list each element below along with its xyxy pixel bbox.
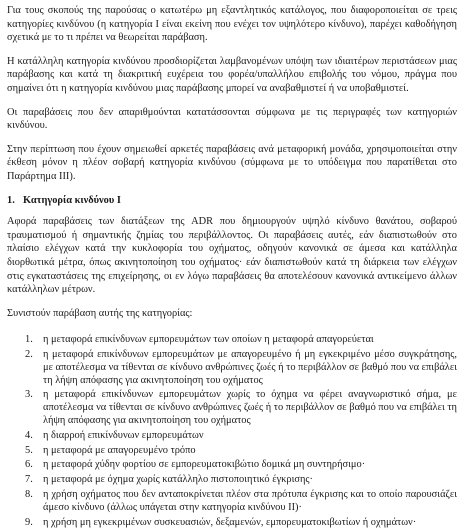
unlisted-violations-paragraph: Οι παραβάσεις που δεν απαριθμούνται κατατάσσονται σύμφωνα με τις περιγραφές των κατηγοριών κινδύνου. bbox=[7, 106, 457, 132]
list-item-text: η μεταφορά επικίνδυνων εμπορευμάτων των οποίων η μεταφορά απαγορεύεται bbox=[43, 334, 374, 346]
list-item-number: 8. bbox=[25, 489, 33, 501]
list-item bbox=[25, 517, 457, 530]
list-item-text: η μεταφορά χύδην φορτίου σε εμπορευματοκιβώτιο δομικά μη συντηρήσιμο· bbox=[43, 459, 366, 471]
multiple-violations-paragraph: Στην περίπτωση που έχουν σημειωθεί αρκετές παραβάσεις ανά μεταφορική μονάδα, χρησιμοποιείται στην έκθεση μόνον η πλέον σοβαρή κατηγορία κινδύνου (σύμφωνα με το υπόδειγμα που παρατίθεται στο Παράρτημα III). bbox=[7, 143, 457, 182]
list-item-number: 9. bbox=[25, 516, 33, 528]
list-item-text: η διαρροή επικίνδυνων εμπορευμάτων bbox=[43, 429, 204, 441]
list-item bbox=[25, 389, 457, 427]
list-item bbox=[25, 474, 457, 487]
list-item bbox=[25, 459, 457, 472]
list-item-number: 4. bbox=[25, 429, 33, 441]
list-item bbox=[25, 445, 457, 458]
list-item-number: 3. bbox=[25, 389, 33, 401]
document-page bbox=[7, 4, 457, 531]
list-item bbox=[25, 489, 457, 515]
list-item-number: 2. bbox=[25, 349, 33, 361]
list-item-text: η μεταφορά επικίνδυνων εμπορευμάτων με απαγορευμένο ή μη εγκεκριμένο μέσο συγκράτησης, με αποτέλεσμα να τίθενται σε κίνδυνο ανθρώπινες ζωές ή το περιβάλλον σε βαθμό που να επιβάλει τη λήψη απόφασης για ακινητοποίηση του οχήματος bbox=[43, 349, 457, 386]
risk-category-paragraph: Η κατάλληλη κατηγορία κινδύνου προσδιορίζεται λαμβανομένων υπόψη των ιδιαιτέρων περιστάσεων μιας παράβασης και κατά τη διακριτική ευχέρεια του φορέα/υπαλλήλου επιβολής του νόμου, πράγμα που σημαίνει ότι η κατηγορία κινδύνου μιας παράβασης μπορεί να αναβαθμιστεί ή να υποβαθμιστεί. bbox=[7, 55, 457, 94]
list-item-text: η μεταφορά επικίνδυνων εμπορευμάτων χωρίς το όχημα να φέρει αναγνωριστικό σήμα, με αποτέλεσμα να τίθενται σε κίνδυνο ανθρώπινες ζωές ή το περιβάλλον σε βαθμό που να επιβάλει τη λήψη απόφασης για ακινητοποίηση του οχήματος bbox=[43, 389, 457, 427]
list-item-number: 6. bbox=[25, 459, 33, 471]
intro-paragraph: Για τους σκοπούς της παρούσας ο κατωτέρω μη εξαντλητικός κατάλογος, που διαφοροποιείται σε τρεις κατηγορίες κινδύνου (η κατηγορία I είναι εκείνη που ενέχει τον υψηλότερο κίνδυνο), παρέχει καθοδήγηση σχετικά με το τι πρέπει να θεωρείται παράβαση. bbox=[7, 5, 457, 44]
list-item bbox=[25, 349, 457, 387]
list-item bbox=[25, 430, 457, 443]
list-item-text: η μεταφορά με όχημα χωρίς κατάλληλο πιστοποιητικό έγκρισης· bbox=[43, 474, 313, 486]
list-item-number: 7. bbox=[25, 474, 33, 486]
list-item-text: η χρήση οχήματος που δεν ανταποκρίνεται πλέον στα πρότυπα έγκρισης και το οποίο παρουσιάζει άμεσο κίνδυνο (άλλως υπάγεται στην κατηγορία κινδύνου II)· bbox=[43, 489, 457, 513]
list-lead: Συνιστούν παράβαση αυτής της κατηγορίας: bbox=[7, 307, 193, 319]
list-item-text: η χρήση μη εγκεκριμένων συσκευασιών, δεξαμενών, εμπορευματοκιβωτίων ή οχημάτων· bbox=[43, 516, 417, 528]
section-number: 1. bbox=[7, 194, 15, 206]
section-heading bbox=[7, 194, 457, 208]
list-item-text: η μεταφορά με απαγορευμένο τρόπο bbox=[43, 444, 196, 456]
violations-list bbox=[7, 334, 457, 529]
section-title: Κατηγορία κινδύνου I bbox=[23, 194, 121, 206]
section-paragraph: Αφορά παραβάσεις των διατάξεων της ADR που δημιουργούν υψηλό κίνδυνο θανάτου, σοβαρού τραυματισμού ή σημαντικής ζημίας του περιβάλλοντος. Οι παραβάσεις αυτές, εάν διαπιστωθούν στο πλαίσιο ελέγχων κατά την κυκλοφορία του οχήματος, οδηγούν κανονικά σε άμεσα και κατάλληλα διορθωτικά μέτρα, όπως ακινητοποίηση του οχήματος· εάν διαπιστωθούν κατά τη διάρκεια των ελέγχων στις εγκαταστάσεις της επιχείρησης, οι εν λόγω παραβάσεις θα αποτελέσουν κανονικά αντικείμενο άλλων κατάλληλων μέτρων. bbox=[7, 216, 457, 296]
list-item-number: 5. bbox=[25, 444, 33, 456]
list-item bbox=[25, 334, 457, 347]
list-item-number: 1. bbox=[25, 334, 33, 346]
